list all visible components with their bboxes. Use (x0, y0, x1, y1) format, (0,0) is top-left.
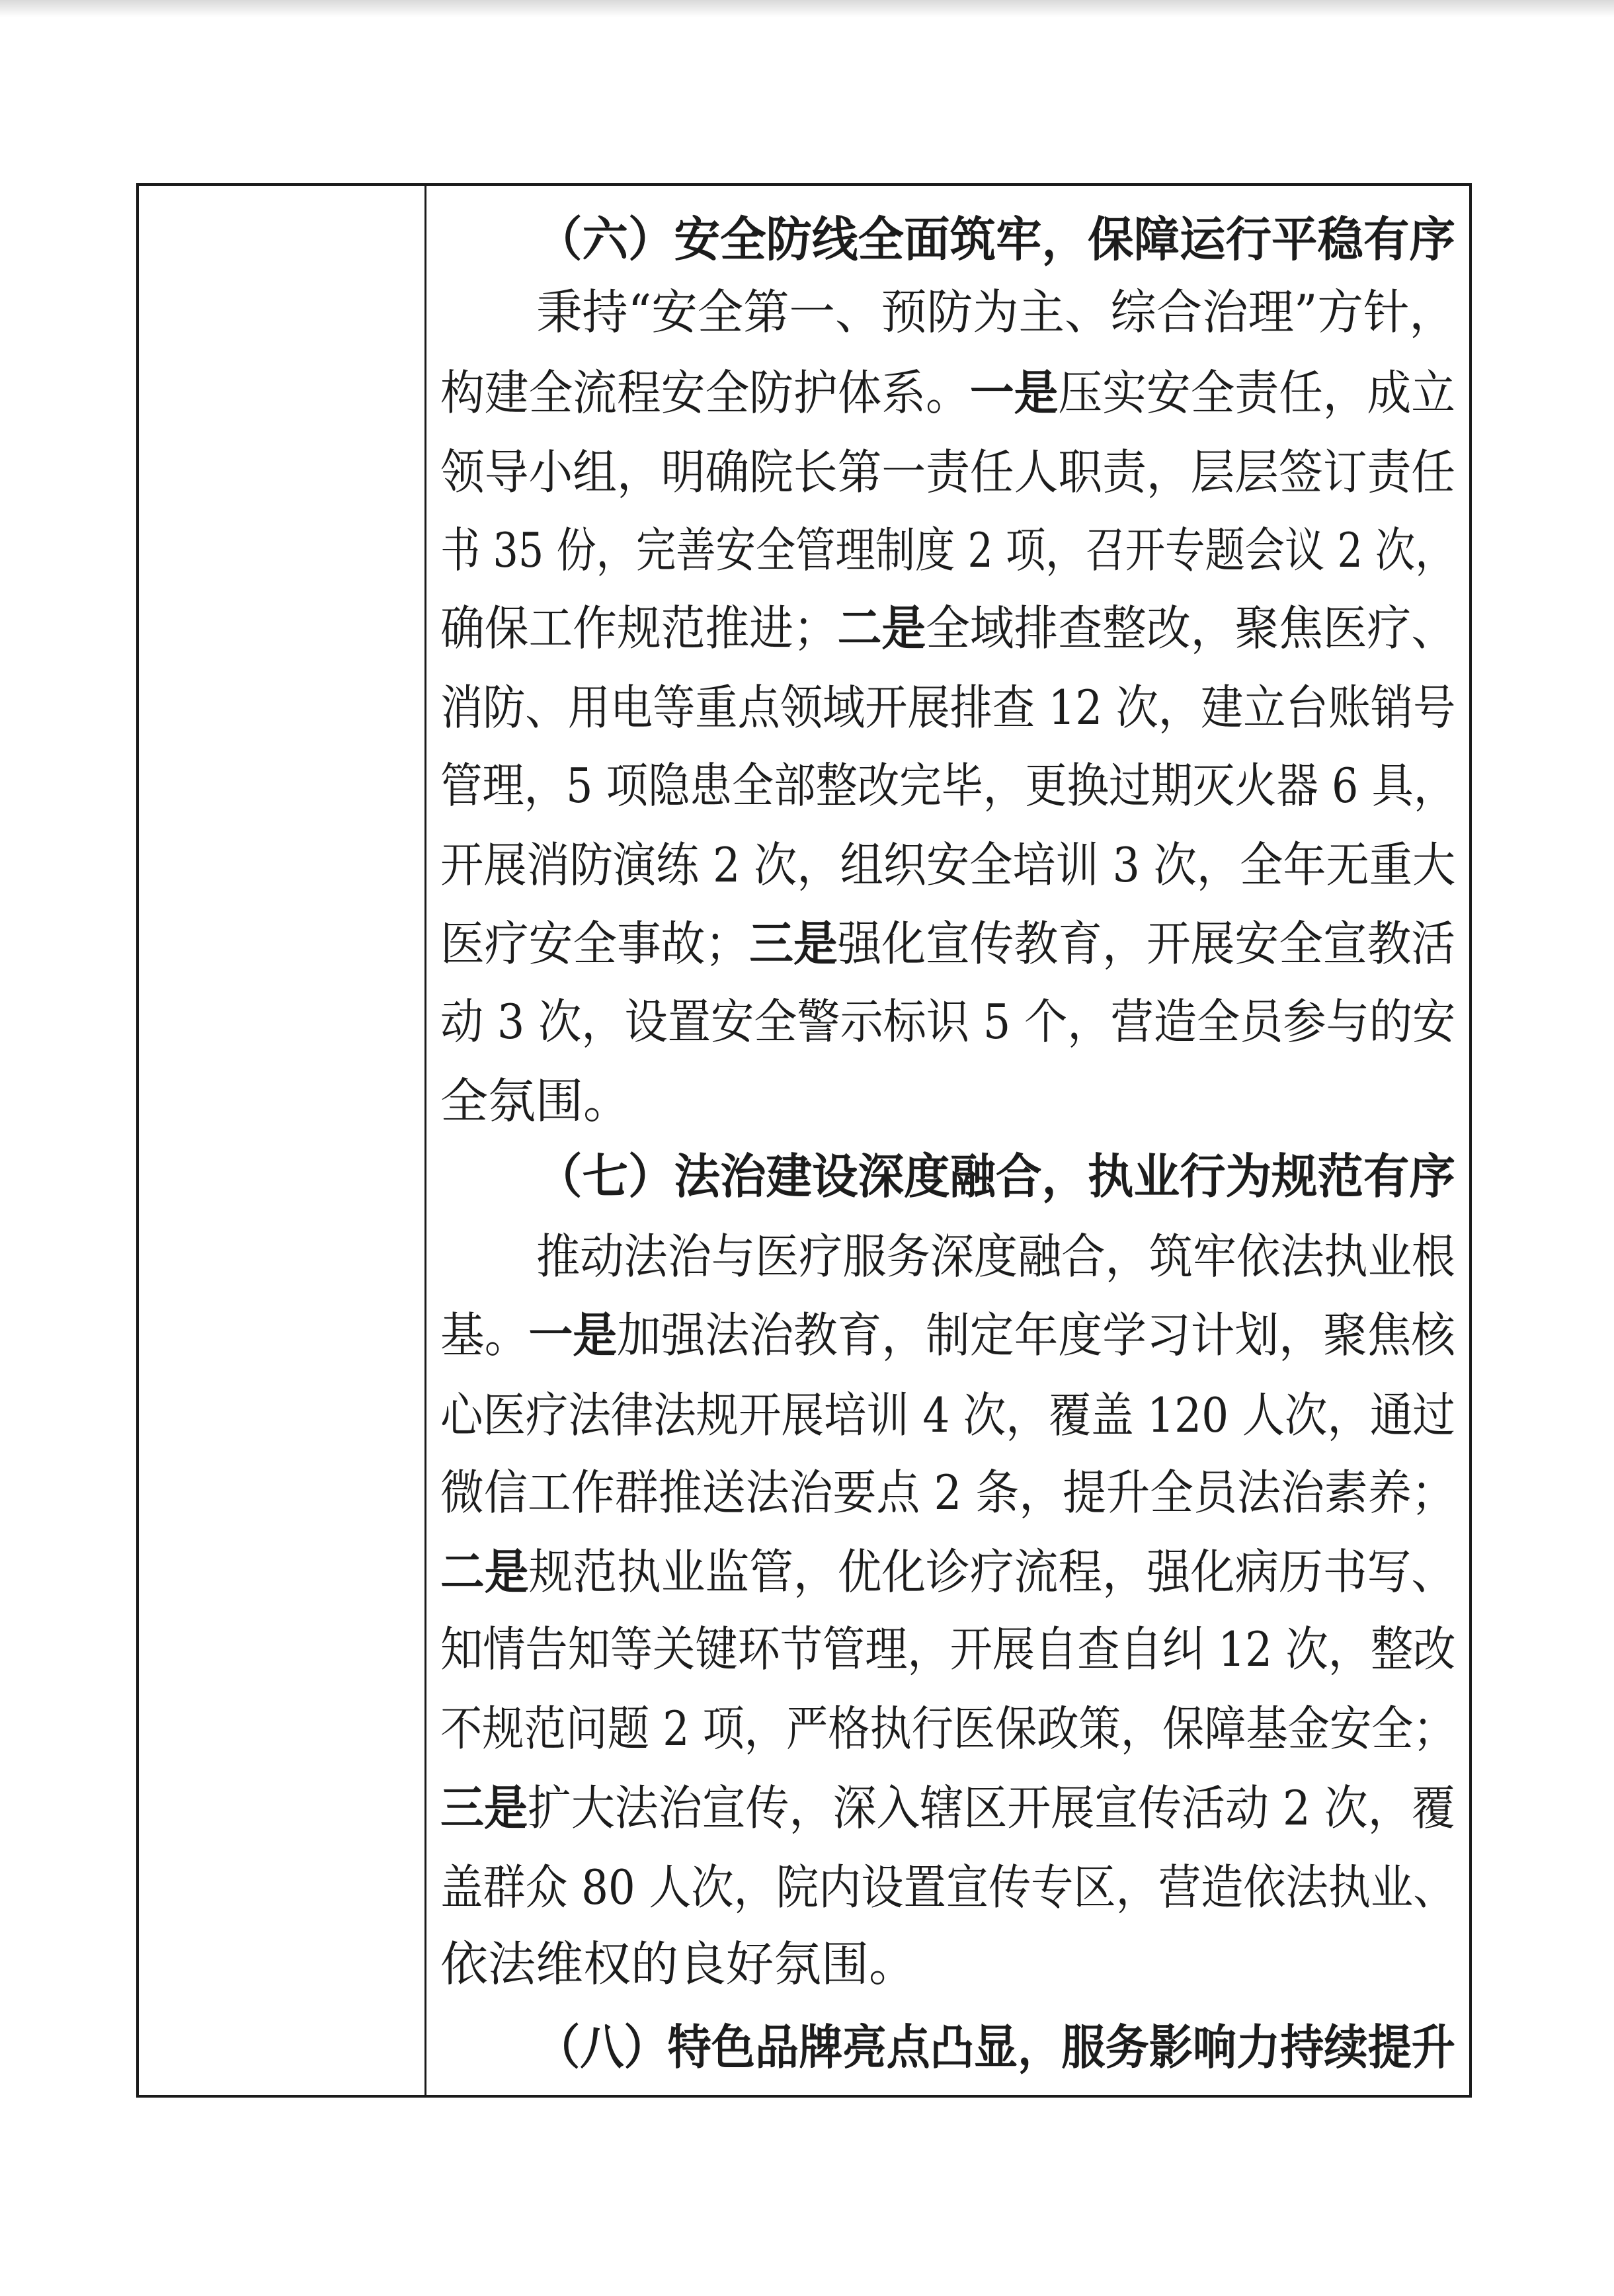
table-column-divider (424, 186, 426, 2095)
text-run: 扩大法治宣传，深入辖区开展宣传活动 2 次，覆 (527, 1780, 1455, 1836)
text-run: 确保工作规范推进； (440, 600, 838, 656)
section-heading (536, 2018, 1456, 2076)
text-run: 管理，5 项隐患全部整改完毕，更换过期灭火器 6 具， (440, 758, 1456, 813)
paragraph-line (440, 757, 1456, 815)
bold-text-run: （六）安全防线全面筑牢，保障运行平稳有序 (536, 211, 1456, 267)
paragraph-line (440, 599, 1456, 657)
table-left-cell (139, 186, 424, 2095)
text-run: 基。 (440, 1307, 529, 1363)
paragraph-line (536, 1227, 1456, 1286)
paragraph-line (440, 678, 1456, 737)
paragraph-line (440, 1463, 1455, 1522)
paragraph-line (440, 915, 1456, 973)
bold-text-run: 三是 (749, 915, 838, 971)
text-run: 全氛围。 (440, 1073, 631, 1129)
text-run: 全域排查整改，聚焦医疗、 (926, 600, 1456, 656)
paragraph-line (440, 443, 1456, 501)
paragraph-line (440, 1386, 1455, 1444)
paragraph-line (536, 283, 1455, 341)
bold-text-run: （七）法治建设深度融合，执业行为规范有序 (536, 1148, 1456, 1204)
text-run: 依法维权的良好氛围。 (440, 1936, 917, 1992)
paragraph-line (440, 521, 1455, 579)
paragraph-line (440, 1072, 1455, 1130)
paragraph-line (440, 1306, 1456, 1364)
paragraph-line (440, 836, 1456, 894)
text-run: 心医疗法律法规开展培训 4 次，覆盖 120 人次，通过 (440, 1387, 1455, 1443)
text-run: 强化宣传教育，开展安全宣教活 (837, 916, 1456, 971)
text-run: 医疗安全事故； (440, 916, 750, 971)
bold-text-run: 二是 (440, 1543, 529, 1600)
paragraph-line (440, 1935, 1455, 1993)
bold-text-run: 三是 (440, 1780, 528, 1836)
document-table (136, 183, 1472, 2098)
text-run: 秉持“安全第一、预防为主、综合治理”方针， (536, 284, 1455, 340)
text-run: 规范执业监管，优化诊疗流程，强化病历书写、 (528, 1544, 1456, 1600)
text-run: 推动法治与医疗服务深度融合，筑牢依法执业根 (536, 1229, 1456, 1284)
section-heading (536, 1147, 1456, 1206)
bold-text-run: （八）特色品牌亮点凸显，服务影响力持续提升 (536, 2019, 1456, 2075)
paragraph-line (440, 1700, 1455, 1758)
text-run: 消防、用电等重点领域开展排查 12 次，建立台账销号 (440, 680, 1456, 735)
scan-top-edge (0, 0, 1614, 17)
paragraph-line (440, 993, 1456, 1051)
text-run: 盖群众 80 人次，院内设置宣传专区，营造依法执业、 (440, 1860, 1456, 1915)
bold-text-run: 一是 (969, 364, 1059, 421)
paragraph-line (440, 1543, 1456, 1601)
text-run: 知情告知等关键环节管理，开展自查自纠 12 次，整改 (440, 1621, 1456, 1677)
text-run: 加强法治教育，制定年度学习计划，聚焦核 (616, 1307, 1456, 1363)
paragraph-line (440, 364, 1456, 422)
text-run: 领导小组，明确院长第一责任人职责，层层签订责任 (440, 444, 1456, 500)
text-run: 书 35 份，完善安全管理制度 2 项，召开专题会议 2 次， (440, 522, 1455, 578)
text-run: 构建全流程安全防护体系。 (440, 365, 970, 421)
paragraph-line (440, 1858, 1456, 1916)
section-heading (536, 210, 1456, 268)
paragraph-line (440, 1620, 1456, 1678)
text-run: 开展消防演练 2 次，组织安全培训 3 次，全年无重大 (440, 837, 1456, 893)
paragraph-line (440, 1779, 1455, 1837)
text-run: 动 3 次，设置安全警示标识 5 个，营造全员参与的安 (440, 994, 1456, 1049)
text-run: 不规范问题 2 项，严格执行医保政策，保障基金安全； (440, 1701, 1455, 1756)
bold-text-run: 一是 (528, 1307, 617, 1363)
text-run: 压实安全责任，成立 (1058, 365, 1456, 421)
text-run: 微信工作群推送法治要点 2 条，提升全员法治素养； (440, 1465, 1455, 1520)
bold-text-run: 二是 (837, 600, 926, 656)
